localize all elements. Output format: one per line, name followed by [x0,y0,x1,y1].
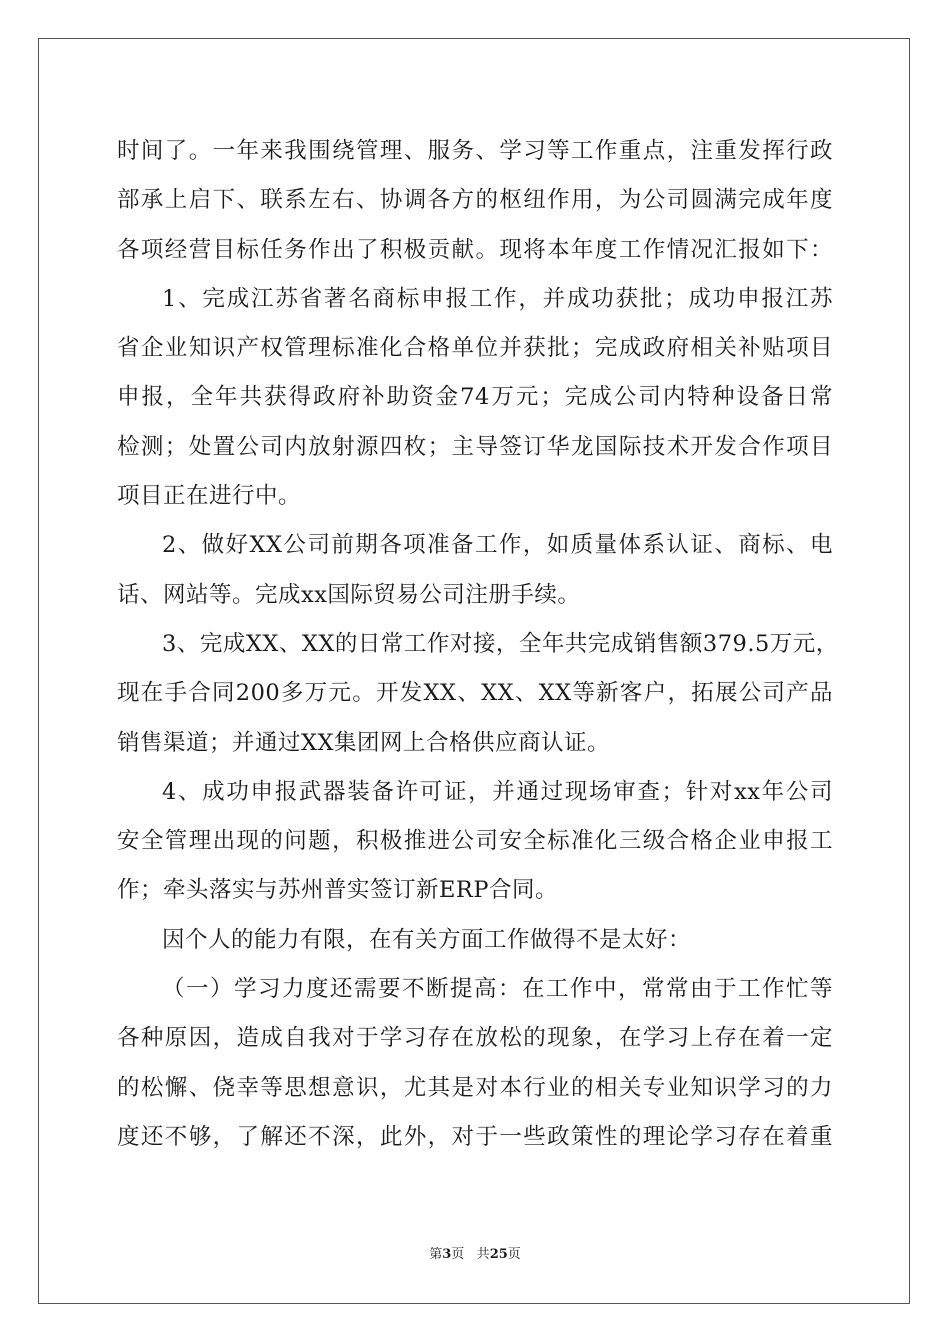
text-line: 作；牵头落实与苏州普实签订新ERP合同。 [117,877,559,904]
text-line: 安全管理出现的问题，积极推进公司安全标准化三级合格企业申报工 [117,828,833,855]
page-prefix: 第 [429,1247,443,1262]
total-prefix: 共 [476,1247,490,1262]
text-line: 项目正在进行中。 [117,483,302,510]
text-line: 4、成功申报武器装备许可证，并通过现场审查；针对xx年公司 [162,778,833,805]
text-line: 现在手合同200多万元。开发XX、XX、XX等新客户，拓展公司产品 [117,680,833,707]
page-suffix: 页 [451,1247,465,1262]
text-line: 检测；处置公司内放射源四枚；主导签订华龙国际技术开发合作项目 [117,433,833,460]
text-line: 1、完成江苏省著名商标申报工作，并成功获批；成功申报江苏 [162,285,833,312]
text-line: 省企业知识产权管理标准化合格单位并获批；完成政府相关补贴项目 [117,335,833,362]
text-line: 度还不够，了解还不深，此外，对于一些政策性的理论学习存在着重 [117,1123,833,1150]
text-line: 3、完成XX、XX的日常工作对接，全年共完成销售额379.5万元， [162,630,839,657]
current-page-number: 3 [442,1247,452,1262]
text-line: 各项经营目标任务作出了积极贡献。现将本年度工作情况汇报如下： [117,236,833,263]
total-pages-number: 25 [489,1247,508,1262]
text-line: 各种原因，造成自我对于学习存在放松的现象，在学习上存在着一定 [117,1025,833,1052]
text-line: 的松懈、侥幸等思想意识，尤其是对本行业的相关专业知识学习的力 [117,1074,833,1101]
text-line: 部承上启下、联系左右、协调各方的枢纽作用，为公司圆满完成年度 [117,187,833,214]
document-body [117,127,839,1162]
text-line: 因个人的能力有限，在有关方面工作做得不是太好： [162,926,692,953]
text-line: 销售渠道；并通过XX集团网上合格供应商认证。 [117,729,611,756]
text-line: 2、做好XX公司前期各项准备工作，如质量体系认证、商标、电 [162,532,833,559]
text-line: （一）学习力度还需要不断提高：在工作中，常常由于工作忙等 [162,976,833,1003]
text-line: 话、网站等。完成xx国际贸易公司注册手续。 [117,581,581,608]
total-suffix: 页 [507,1247,521,1262]
text-line: 时间了。一年来我围绕管理、服务、学习等工作重点，注重发挥行政 [117,138,833,164]
page-footer [0,1246,950,1264]
text-line: 申报，全年共获得政府补助资金74万元；完成公司内特种设备日常 [117,384,833,411]
